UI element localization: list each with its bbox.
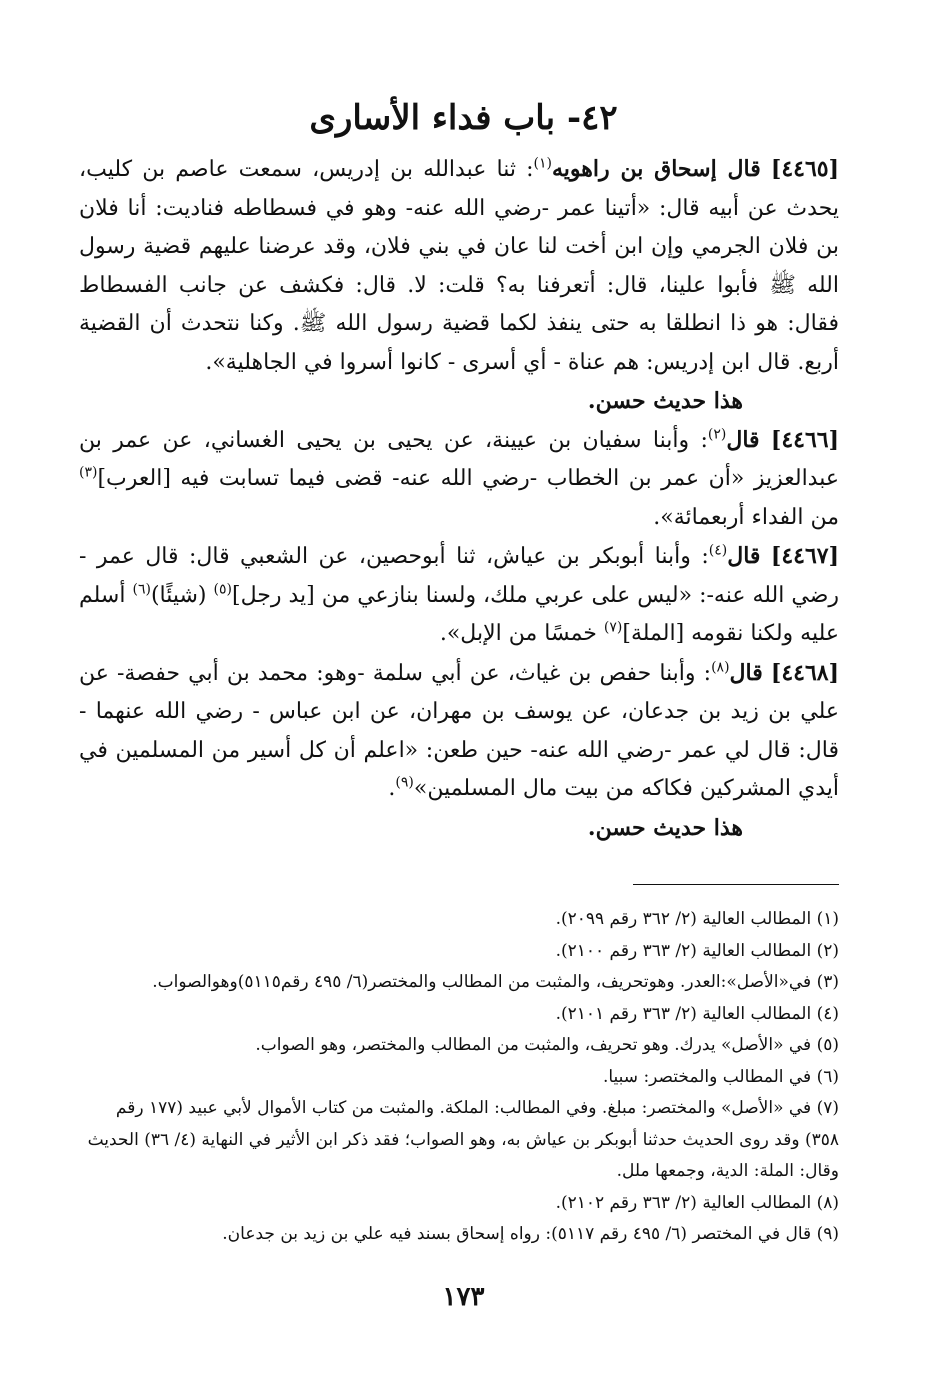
footnote-marker: (٩) [395,774,414,791]
hadith-4465 [79,150,839,382]
hadith-number: [٤٤٦٦] [770,426,839,453]
hadith-number: [٤٤٦٨] [770,659,839,686]
footnote-marker: (٧) [603,619,623,636]
hadith-text: : وأبنا حفص بن غياث، عن أبي سلمة -وهو: محمد بن أبي حفصة- عن علي بن زيد بن جدعان، عن يوسف بن مهران، عن ابن عباس - رضي الله عنهما - قال: قال لي عمر -رضي الله عنه- حين طعن: «اعلم أن كل أسير من المسلمين في أيدي المشركين فكاكه من بيت مال المسلمين» [79,660,839,801]
footnotes [79,904,839,1251]
footnote-5: (٥) في «الأصل» يدرك. وهو تحريف، والمثبت من المطالب والمختصر، وهو الصواب. [255,1035,839,1055]
footnote-9: (٩) قال في المختصر (٦/ ٤٩٥ رقم ٥١١٧): رواه إسحاق بسند فيه علي بن زيد بن جدعان. [222,1224,839,1244]
footnote-marker: (٣) [79,464,98,481]
narrator-intro: قال [729,659,763,686]
hadith-4468 [79,654,839,809]
footnote-marker: (١) [533,155,553,172]
footnote-marker: (٦) [132,581,151,598]
hadith-number: [٤٤٦٥] [770,156,839,182]
footnote-marker: (٢) [707,426,727,443]
hadith-grade: هذا حديث حسن. [587,388,743,414]
hadith-grade: هذا حديث حسن. [587,814,743,841]
hadith-section [79,150,839,847]
footnote-8: (٨) المطالب العالية (٢/ ٣٦٣ رقم ٢١٠٢). [555,1192,839,1213]
footnote-marker: (٨) [711,659,730,676]
footnote-marker: (٥) [213,581,232,598]
hadith-4466 [79,421,839,538]
hadith-text: : وأبنا سفيان بن عيينة، عن يحيى بن يحيى الغساني، عن عمر بن عبدالعزيز «أن عمر بن الخطاب -رضي الله عنه- قضى فيما تسابت فيه [العرب] [79,427,839,491]
footnote-7: (٧) في «الأصل» والمختصر: مبلغ. وفي المطالب: الملكة. والمثبت من كتاب الأموال لأبي عبيد (١٧٧ رقم ٣٥٨) وقد روى الحديث حدثنا أبوبكر بن عياش به، وهو الصواب؛ فقد ذكر ابن الأثير في النهاية (٤/ ٣٦) الحديث وقال: الملة: الدية، وجمعها ملل. [87,1098,839,1181]
footnote-marker: (٤) [708,542,728,559]
hadith-text: . [388,776,396,801]
hadith-text: : وأبنا أبوبكر بن عياش، ثنا أبوحصين، عن الشعبي قال: قال عمر - رضي الله عنه-: «ليس على عربي ملك، ولسنا بنازعي من [يد رجل] [79,544,839,608]
narrator-intro: قال إسحاق بن راهويه [552,156,761,182]
narrator-intro: قال [727,543,761,569]
page-number: ١٧٣ [442,1282,485,1312]
footnote-6: (٦) في المطالب والمختصر: سبيا. [602,1066,839,1087]
footnote-divider [633,884,839,885]
hadith-4467 [79,537,839,654]
hadith-number: [٤٤٦٧] [770,543,839,569]
footnote-3: (٣) في«الأصل»:العدر. وهوتحريف، والمثبت من المطالب والمختصر(٦/ ٤٩٥ رقم٥١١٥)وهوالصواب. [152,972,839,992]
footnote-2: (٢) المطالب العالية (٢/ ٣٦٣ رقم ٢١٠٠). [555,940,839,961]
hadith-text: (شيئًا) [150,582,214,608]
footnote-4: (٤) المطالب العالية (٢/ ٣٦٣ رقم ٢١٠١). [555,1003,839,1024]
hadith-text: أسلم عليه ولكنا نقومه [الملة] [79,582,839,646]
footnote-1: (١) المطالب العالية (٢/ ٣٦٢ رقم ٢٠٩٩). [555,909,839,929]
hadith-text: من الفداء أربعمائة». [653,504,839,530]
chapter-title: ٤٢- باب فداء الأسارى [309,98,618,138]
hadith-text: خمسًا من الإبل». [439,621,604,646]
narrator-intro: قال [726,426,760,453]
hadith-text: : ثنا عبدالله بن إدريس، سمعت عاصم بن كليب، يحدث عن أبيه قال: «أتينا عمر -رضي الله عنه- وهو في فسطاطه فناديت: أنا فلان بن فلان الجرمي وإن ابن أخت لنا عان في بني فلان، وقد عرضنا عليهم قضية رسول الله ﷺ فأبوا علينا، قال: أتعرفنا به؟ قلت: لا. قال: فكشف عن جانب الفسطاط فقال: هو ذا انطلقا به حتى ينفذ لكما قضية رسول الله ﷺ. وكنا نتحدث أن القضية أربع. قال ابن إدريس: هم عناة - أي أسرى - كانوا أسروا في الجاهلية». [79,157,840,375]
